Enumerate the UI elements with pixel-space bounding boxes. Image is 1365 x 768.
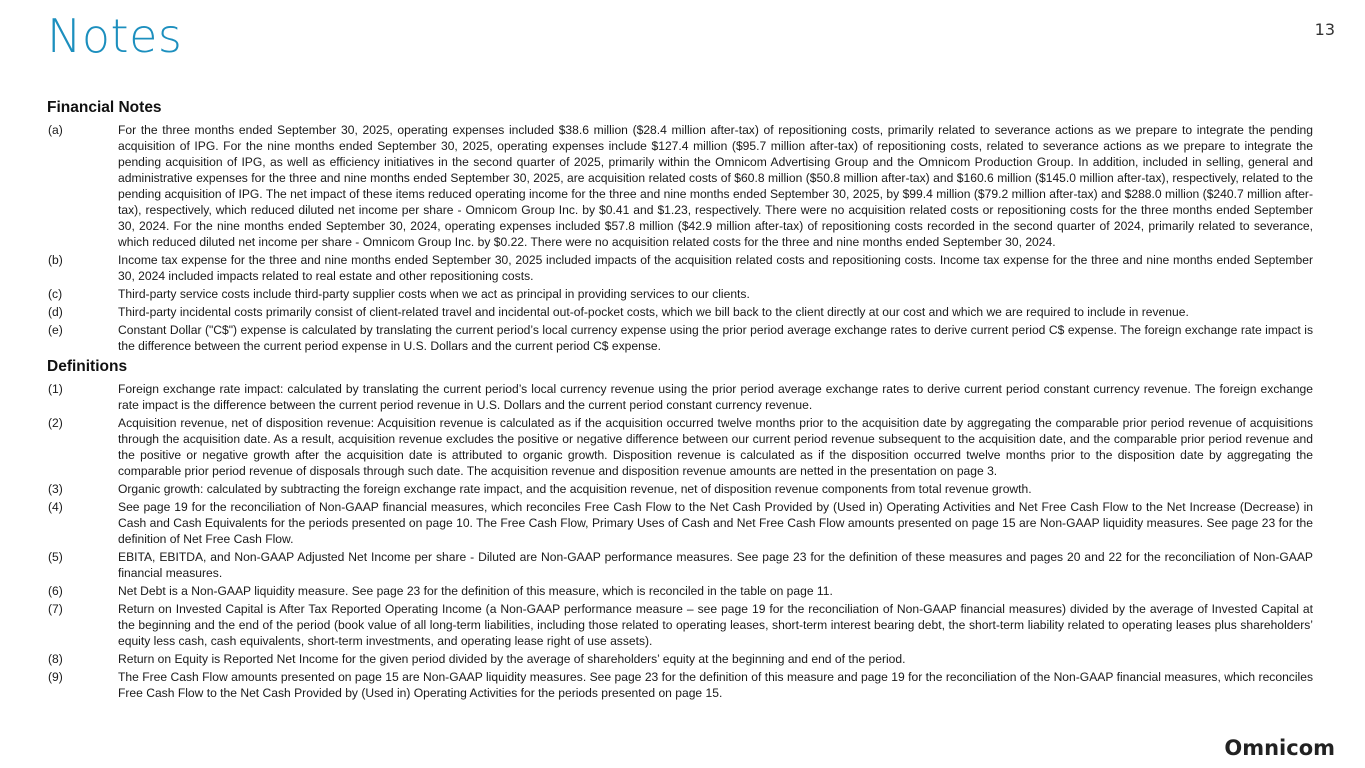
- definition-item: [47, 381, 1313, 413]
- definition-label: (1): [48, 382, 63, 396]
- definition-text: Organic growth: calculated by subtracting the foreign exchange rate impact, and the acquisition revenue, net of disposition revenue components from total revenue growth.: [118, 482, 1032, 496]
- definition-label: (7): [48, 602, 63, 616]
- definition-text: See page 19 for the reconciliation of Non-GAAP financial measures, which reconciles Free Cash Flow to the Net Cash Provided by (Used in) Operating Activities and Net Free Cash Flow to the Net Increase (Decrease) in Cash and Cash Equivalents for the periods presented on page 10. The Free Cash Flow, Primary Uses of Cash and Net Free Cash Flow amounts presented on page 15 are Non-GAAP liquidity measures. See page 23 for the definition of Net Free Cash Flow.: [118, 500, 1313, 546]
- definition-text: Acquisition revenue, net of disposition revenue: Acquisition revenue is calculated as if the acquisition occurred twelve months prior to the acquisition date by aggregating the comparable prior period revenue of acquisitions through the acquisition date. As a result, acquisition revenue excludes the positive or negative difference between our current period revenue subsequent to the acquisition date, and the comparable prior period revenue and the positive or negative growth after the acquisition date is attributed to organic growth. Disposition revenue is calculated as if the disposition occurred twelve months prior to the disposition date by aggregating the comparable prior period revenue of disposals through such date. The acquisition revenue and disposition revenue amounts are netted in the presentation on page 3.: [118, 416, 1313, 478]
- financial-note: [47, 122, 1313, 250]
- definition-label: (2): [48, 416, 63, 430]
- omnicom-logo: Omnicom: [1224, 736, 1335, 760]
- definition-item: [47, 481, 1313, 497]
- definition-item: [47, 583, 1313, 599]
- definition-text: Net Debt is a Non-GAAP liquidity measure. See page 23 for the definition of this measure, which is reconciled in the table on page 11.: [118, 584, 833, 598]
- definition-item: [47, 549, 1313, 581]
- definition-label: (4): [48, 500, 63, 514]
- note-text: For the three months ended September 30, 2025, operating expenses included $38.6 million ($28.4 million after-tax) of repositioning costs, primarily related to severance actions as we prepare to integrate the pending acquisition of IPG. For the nine months ended September 30, 2025, operating expenses include $127.4 million ($95.7 million after-tax) of repositioning costs, related to severance actions as we prepare to integrate the pending acquisition of IPG, as well as efficiency initiatives in the second quarter of 2025, primarily within the Omnicom Advertising Group and the Omnicom Production Group. In addition, included in selling, general and administrative expenses for the three and nine months ended September 30, 2025, are acquisition related costs of $60.8 million ($50.8 million after-tax) and $160.6 million ($145.0 million after-tax), respectively, related to the pending acquisition of IPG. The net impact of these items reduced operating income for the three and nine months ended September 30, 2025, by $99.4 million ($79.2 million after-tax) and $288.0 million ($240.7 million after-tax), respectively, which reduced diluted net income per share - Omnicom Group Inc. by $0.41 and $1.23, respectively. There were no acquisition related costs or repositioning costs for the three months ended September 30, 2024. For the nine months ended September 30, 2024, operating expenses included $57.8 million ($42.9 million after-tax) of repositioning costs recorded in the second quarter of 2024, primarily related to severance, which reduced diluted net income per share - Omnicom Group Inc. by $0.22. There were no acquisition related costs for the three and nine months ended September 30, 2024.: [118, 123, 1313, 249]
- definition-text: Return on Equity is Reported Net Income for the given period divided by the average of shareholders’ equity at the beginning and end of the period.: [118, 652, 906, 666]
- definition-label: (5): [48, 550, 63, 564]
- definition-item: [47, 651, 1313, 667]
- definitions-heading: Definitions: [47, 358, 128, 375]
- page-number: 13: [1314, 20, 1335, 39]
- note-label: (c): [48, 287, 63, 301]
- financial-note: [47, 252, 1313, 284]
- note-text: Income tax expense for the three and nine months ended September 30, 2025 included impacts of the acquisition related costs and repositioning costs. Income tax expense for the three and nine months ended September 30, 2024 included impacts related to real estate and other repositioning costs.: [118, 253, 1313, 283]
- definition-label: (9): [48, 670, 63, 684]
- note-label: (a): [48, 123, 63, 137]
- definition-text: Return on Invested Capital is After Tax Reported Operating Income (a Non-GAAP performance measure – see page 19 for the reconciliation of Non-GAAP financial measures) divided by the average of Invested Capital at the beginning and the end of the period (book value of all long-term liabilities, including those related to operating leases, short-term interest bearing debt, the short-term liability related to operating leases plus shareholders’ equity less cash, cash equivalents, short-term investments, and operating lease right of use assets).: [118, 602, 1313, 648]
- page-title: Notes: [47, 9, 183, 63]
- definition-label: (3): [48, 482, 63, 496]
- definition-item: [47, 499, 1313, 547]
- definition-item: [47, 669, 1313, 701]
- definition-label: (6): [48, 584, 63, 598]
- definition-text: EBITA, EBITDA, and Non-GAAP Adjusted Net Income per share - Diluted are Non-GAAP performance measures. See page 23 for the definition of these measures and pages 20 and 22 for the reconciliation of Non-GAAP financial measures.: [118, 550, 1313, 580]
- financial-notes-heading: Financial Notes: [47, 99, 162, 116]
- note-label: (d): [48, 305, 63, 319]
- note-label: (e): [48, 323, 63, 337]
- financial-note: [47, 322, 1313, 354]
- note-text: Third-party incidental costs primarily consist of client-related travel and incidental out-of-pocket costs, which we bill back to the client directly at our cost and which we are required to include in revenue.: [118, 305, 1189, 319]
- definition-item: [47, 415, 1313, 479]
- definition-item: [47, 601, 1313, 649]
- note-text: Constant Dollar ("C$") expense is calculated by translating the current period’s local currency expense using the prior period average exchange rates to derive current period C$ expense. The foreign exchange rate impact is the difference between the current period expense in U.S. Dollars and the current period C$ expense.: [118, 323, 1313, 353]
- note-text: Third-party service costs include third-party supplier costs when we act as principal in providing services to our clients.: [118, 287, 750, 301]
- financial-note: [47, 304, 1313, 320]
- definition-text: Foreign exchange rate impact: calculated by translating the current period’s local currency revenue using the prior period average exchange rates to derive current period constant currency revenue. The foreign exchange rate impact is the difference between the current period revenue in U.S. Dollars and the current period constant currency revenue.: [118, 382, 1313, 412]
- definition-label: (8): [48, 652, 63, 666]
- notes-content: [47, 97, 1313, 703]
- financial-note: [47, 286, 1313, 302]
- note-label: (b): [48, 253, 63, 267]
- definition-text: The Free Cash Flow amounts presented on page 15 are Non-GAAP liquidity measures. See page 23 for the definition of this measure and page 19 for the reconciliation of the Non-GAAP financial measures, which reconciles Free Cash Flow to the Net Cash Provided by (Used in) Operating Activities for the periods presented on page 15.: [118, 670, 1313, 700]
